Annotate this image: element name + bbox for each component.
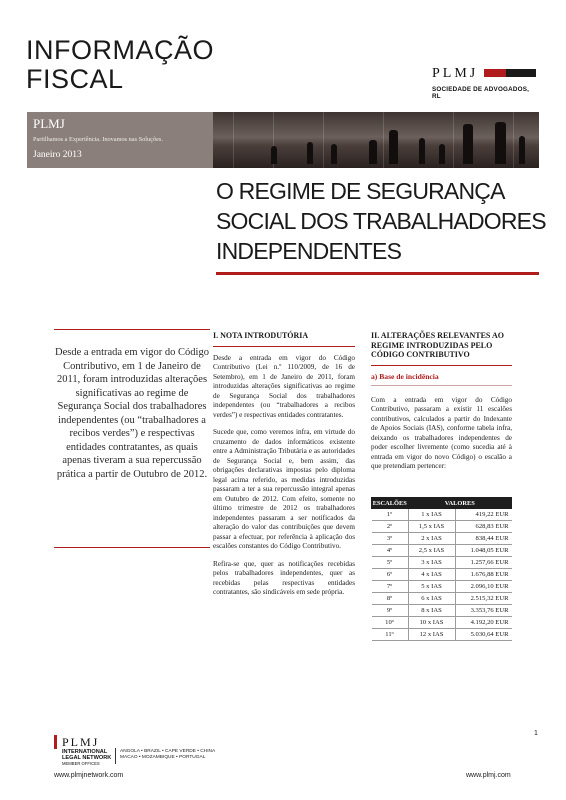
banner-date: Janeiro 2013 (33, 150, 82, 160)
footer-logo-word: PLMJ (62, 735, 100, 749)
multiplier-cell: 10 x IAS (408, 617, 455, 629)
network-url-link[interactable]: www.plmjnetwork.com (54, 772, 124, 779)
logo-black-bar (506, 69, 536, 77)
banner (27, 112, 539, 168)
multiplier-cell: 1 x IAS (408, 509, 455, 521)
escalao-cell: 1º (372, 509, 409, 521)
title-line-1: INFORMAÇÃO (26, 35, 215, 65)
footer-network-label (62, 749, 111, 767)
escalao-cell: 2º (372, 521, 409, 533)
places-line-2: MACAO • MOZAMBIQUE • PORTUGAL (120, 755, 206, 761)
escalao-cell: 3º (372, 533, 409, 545)
section-1-rule (213, 346, 355, 347)
table-header-row (372, 498, 512, 509)
section-1-paragraph-1: Desde a entrada em vigor do Código Contributivo (Lei n.º 110/2009, de 16 de Setembro), em 1 de Janeiro de 2011, foram introduzidas alterações significativas ao regime de Segurança Social dos trabalhadores independentes (ou “trabalhadores a recibos verdes”) e respectivas entidades contratantes. (213, 353, 355, 419)
table-row (372, 521, 512, 533)
value-cell: 1.048,05 EUR (455, 545, 512, 557)
multiplier-cell: 6 x IAS (408, 593, 455, 605)
banner-brand: PLMJ (33, 116, 65, 131)
iat-table (371, 497, 512, 641)
section-2-rule (371, 365, 512, 366)
value-cell: 5.030,64 EUR (455, 629, 512, 641)
escalao-cell: 6º (372, 569, 409, 581)
multiplier-cell: 2 x IAS (408, 533, 455, 545)
value-cell: 4.192,20 EUR (455, 617, 512, 629)
title-line-2: FISCAL (26, 64, 124, 94)
table-row (372, 533, 512, 545)
table-row (372, 569, 512, 581)
article-headline (216, 176, 546, 266)
multiplier-cell: 3 x IAS (408, 557, 455, 569)
summary-top-rule (54, 329, 210, 330)
value-cell: 838,44 EUR (455, 533, 512, 545)
escalao-cell: 7º (372, 581, 409, 593)
section-1-paragraph-3: Refira-se que, quer as notificações recebidas pelos trabalhadores independentes, quer as recebidas pelas respectivas entidades contratantes, são sindicáveis em sede própria. (213, 559, 355, 596)
headline-line-1: O REGIME DE SEGURANÇA (216, 178, 505, 204)
table-header-escaloes: ESCALÕES (372, 499, 407, 507)
value-cell: 1.676,88 EUR (455, 569, 512, 581)
summary-text: Desde a entrada em vigor do Código Contributivo, em 1 de Janeiro de 2011, foram introduzidas alterações significativas ao regime de Segurança Social dos trabalhadores independentes (ou “trabalhadores a recibos verdes”) e respectivas entidades contratantes, as quais apenas tiveram a sua repercussão prática a partir de Outubro de 2012. (55, 347, 209, 480)
headline-line-3: INDEPENDENTES (216, 238, 402, 264)
section-2-heading-line-2: REGIME INTRODUZIDAS PELO (371, 340, 493, 350)
network-line-3: MEMBER OFFICES (62, 761, 100, 766)
iat-table-wrap (371, 497, 512, 641)
headline-rule (216, 272, 539, 275)
escalao-cell: 4º (372, 545, 409, 557)
section-2-sub-rule (371, 385, 512, 386)
network-line-1: INTERNATIONAL (62, 749, 108, 755)
banner-tagline: Partilhamos a Experiência. Inovamos nas Soluções. (33, 136, 163, 143)
section-1-paragraph-2: Sucede que, como veremos infra, em virtude do cruzamento de dados informáticos existente entre a Administração Tributária e as autoridades de Segurança Social e, bem assim, das obrigações declarativas impostas pelo diploma legal acima referido, as medidas introduzidas passaram a ter a sua repercussão integral apenas em Outubro de 2012. Com efeito, somente no último trimestre de 2012 os trabalhadores independentes passaram a ser notificados da alteração do valor das contribuições que devem passar a efectuar, por referência à aplicação dos escalões constantes do Código Contributivo. (213, 428, 355, 550)
logo-word: PLMJ (432, 66, 479, 81)
table-row (372, 617, 512, 629)
table-row (372, 593, 512, 605)
section-2 (371, 331, 512, 480)
escalao-cell: 10º (372, 617, 409, 629)
section-2-heading (371, 331, 512, 360)
escalao-cell: 11º (372, 629, 409, 641)
table-row (372, 605, 512, 617)
plmj-logo (432, 64, 538, 100)
value-cell: 1.257,66 EUR (455, 557, 512, 569)
multiplier-cell: 2,5 x IAS (408, 545, 455, 557)
multiplier-cell: 4 x IAS (408, 569, 455, 581)
footer-separator (115, 748, 116, 764)
headline-line-2: SOCIAL DOS TRABALHADORES (216, 208, 546, 234)
places-line-1: ANGOLA • BRAZIL • CAPE VERDE • CHINA (120, 749, 216, 754)
logo-red-bar (484, 69, 506, 77)
document-title (26, 36, 214, 94)
table-row (372, 629, 512, 641)
table-row (372, 545, 512, 557)
escalao-cell: 9º (372, 605, 409, 617)
footer-places (120, 749, 215, 761)
value-cell: 419,22 EUR (455, 509, 512, 521)
section-2-subheading: a) Base de incidência (371, 371, 439, 381)
section-2-paragraph-1: Com a entrada em vigor do Código Contributivo, passaram a existir 11 escalões contributivos, calculados a partir do Indexante de Apoios Sociais (IAS), conforme tabela infra, deixando os trabalhadores independentes de poder escolher livremente (como sucedia até à entrada em vigor do novo Código) o escalão a que pretendiam pertencer: (371, 395, 512, 470)
value-cell: 628,83 EUR (455, 521, 512, 533)
network-line-2: LEGAL NETWORK (62, 755, 112, 761)
table-row (372, 509, 512, 521)
plmj-url-link[interactable]: www.plmj.com (466, 772, 511, 779)
summary-bottom-rule (54, 547, 210, 548)
page-number: 1 (534, 730, 538, 737)
section-2-heading-line-3: CÓDIGO CONTRIBUTIVO (371, 350, 470, 359)
table-row (372, 581, 512, 593)
section-1 (213, 331, 355, 606)
value-cell: 3.353,76 EUR (455, 605, 512, 617)
multiplier-cell: 12 x IAS (408, 629, 455, 641)
table-header-valores: VALORES (408, 498, 512, 509)
escalao-cell: 5º (372, 557, 409, 569)
table-row (372, 557, 512, 569)
multiplier-cell: 5 x IAS (408, 581, 455, 593)
multiplier-cell: 1,5 x IAS (408, 521, 455, 533)
footer-logo-red-bar (54, 735, 57, 749)
banner-photo (213, 112, 539, 168)
section-2-heading-line-1: II. ALTERAÇÕES RELEVANTES AO (371, 331, 504, 340)
value-cell: 2.515,32 EUR (455, 593, 512, 605)
logo-subtitle: SOCIEDADE DE ADVOGADOS, RL (432, 86, 530, 100)
multiplier-cell: 8 x IAS (408, 605, 455, 617)
value-cell: 2.096,10 EUR (455, 581, 512, 593)
section-1-heading: I. NOTA INTRODUTÓRIA (213, 331, 309, 340)
escalao-cell: 8º (372, 593, 409, 605)
